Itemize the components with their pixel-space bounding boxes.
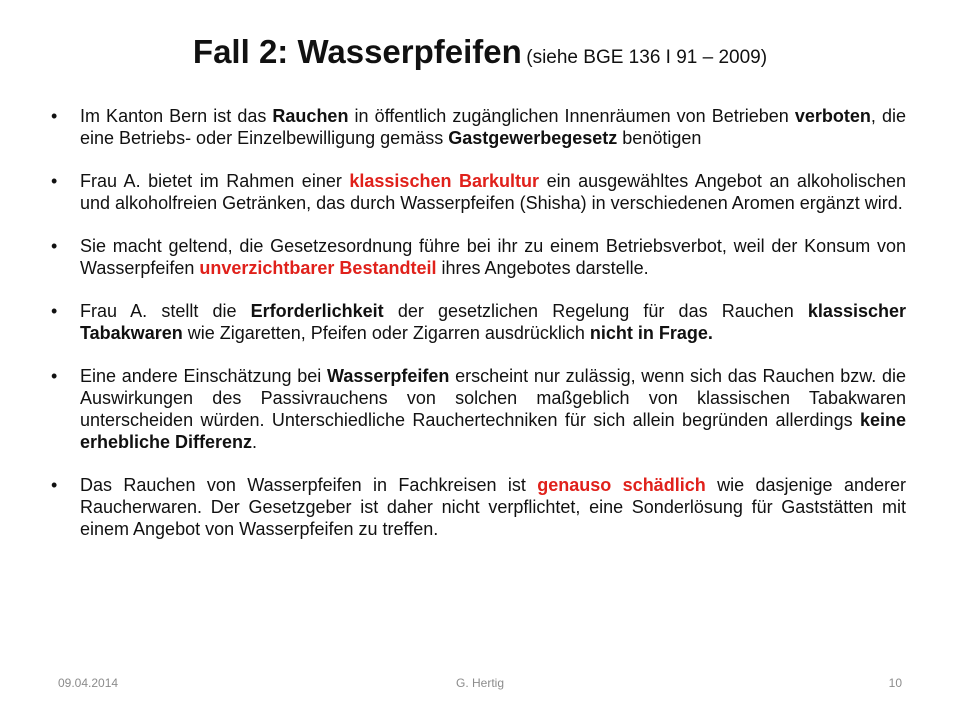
bullet-text: erscheint nur zulässig, wenn sich das Rauchen bzw. die Auswirkungen des Passivrauchens von solchen maßgeblich von klassischen Tabakwaren unterscheiden würden. Unterschiedliche Rauchertechniken für sich allein begründen allerdings: [80, 366, 907, 430]
bold-term: Erforderlichkeit: [250, 301, 384, 321]
footer-page-number: 10: [888, 676, 902, 690]
bullet-text: Frau A. stellt die: [80, 301, 251, 321]
bullet-text: ein ausgewähltes Angebot an alkoholischen und alkoholfreien Getränken, das durch Wasserpfeifen (Shisha) in verschiedenen Aromen ergänzt wird.: [80, 171, 907, 213]
bullet-text: wie Zigaretten, Pfeifen oder Zigarren ausdrücklich: [182, 323, 590, 343]
bullet-text: , die eine Betriebs- oder Einzelbewilligung gemäss: [80, 106, 906, 148]
bullet-text: in öffentlich zugänglichen Innenräumen von Betrieben: [348, 106, 795, 126]
footer-author: G. Hertig: [455, 676, 504, 690]
red-emphasis: genauso schädlich: [537, 475, 706, 495]
bullet-item: [80, 170, 906, 214]
bullet-text: .: [252, 432, 258, 452]
bullet-item: [80, 105, 906, 149]
bullet-text: wie dasjenige anderer Raucherwaren. Der Gesetzgeber ist daher nicht verpflichtet, eine Sonderlösung für Gaststätten mit einem Angebot von Wasserpfeifen zu treffen.: [80, 475, 906, 539]
bullet-text: Das Rauchen von Wasserpfeifen in Fachkreisen ist: [80, 475, 538, 495]
bold-term: verboten: [794, 106, 871, 126]
footer-date: 09.04.2014: [58, 676, 119, 690]
red-emphasis: unverzichtbarer Bestandteil: [199, 258, 437, 278]
bold-term: klassischer Tabakwaren: [80, 301, 906, 343]
bullet-text: Frau A. bietet im Rahmen einer: [80, 171, 350, 191]
slide-title: [0, 30, 960, 81]
bullet-text: benötigen: [617, 128, 702, 148]
bold-term: Gastgewerbegesetz: [448, 128, 618, 148]
bold-term: Wasserpfeifen: [327, 366, 450, 386]
bullet-text: Im Kanton Bern ist das: [80, 106, 273, 126]
bold-term: nicht in Frage.: [589, 323, 713, 343]
bold-term: Rauchen: [272, 106, 349, 126]
bullet-text: Eine andere Einschätzung bei: [80, 366, 328, 386]
slide-title-subtitle: (siehe BGE 136 I 91 – 2009): [526, 47, 768, 68]
bullet-text: ihres Angebotes darstelle.: [436, 258, 649, 278]
bullet-list: [80, 105, 906, 561]
bullet-item: [80, 235, 906, 279]
bullet-text: der gesetzlichen Regelung für das Rauchen: [383, 301, 808, 321]
bold-term: keine erhebliche Differenz: [80, 410, 906, 452]
bullet-item: [80, 365, 906, 453]
bullet-text: Sie macht geltend, die Gesetzesordnung führe bei ihr zu einem Betriebsverbot, weil der Konsum von Wasserpfeifen: [80, 236, 906, 278]
red-emphasis: klassischen Barkultur: [349, 171, 540, 191]
bullet-item: [80, 474, 906, 540]
slide-title-main: Fall 2: Wasserpfeifen: [192, 33, 522, 70]
bullet-item: [80, 300, 906, 344]
